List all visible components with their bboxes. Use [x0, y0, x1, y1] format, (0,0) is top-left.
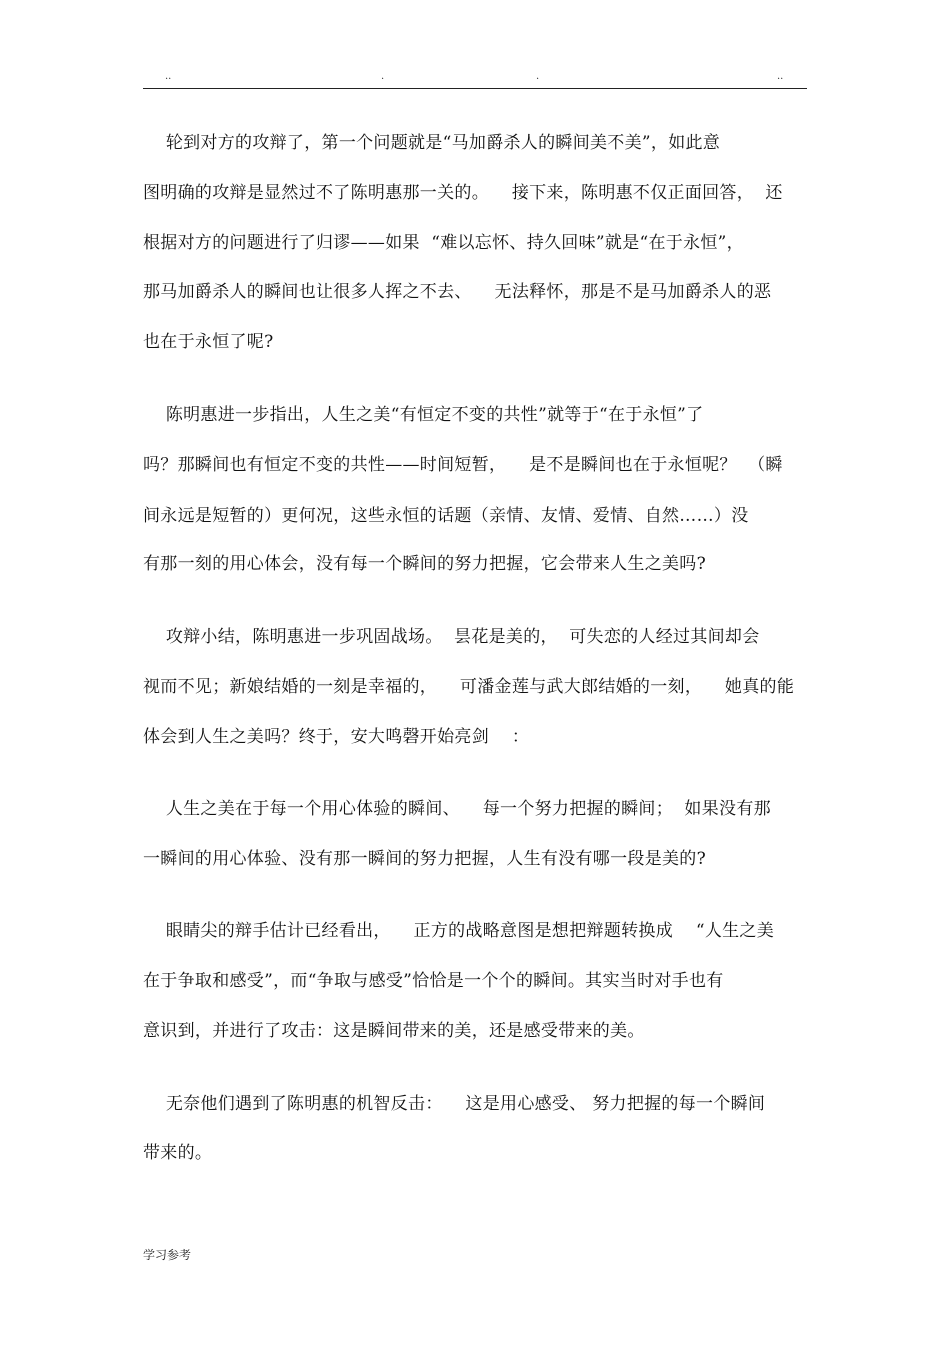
page-footer: 学习参考: [143, 1248, 192, 1262]
paragraph-5-line-2: 在于争取和感受”，而“争取与感受”恰恰是一个个的瞬间。其实当时对手也有: [143, 971, 724, 991]
paragraph-2-line-1: 陈明惠进一步指出，人生之美“有恒定不变的共性”就等于“在于永恒”了: [143, 405, 704, 425]
header-mark: ..: [165, 71, 172, 82]
paragraph-3-line-2: 视而不见；新娘结婚的一刻是幸福的， 可潘金莲与武大郎结婚的一刻， 她真的能: [143, 677, 795, 697]
paragraph-6-line-2: 带来的。: [143, 1143, 213, 1163]
paragraph-1-line-2: 图明确的攻辩是显然过不了陈明惠那一关的。 接下来，陈明惠不仅正面回答， 还: [143, 183, 783, 203]
paragraph-2-line-4: 有那一刻的用心体会，没有每一个瞬间的努力把握，它会带来人生之美吗?: [143, 554, 707, 574]
paragraph-1-line-1: 轮到对方的攻辩了，第一个问题就是“马加爵杀人的瞬间美不美”，如此意: [143, 133, 721, 153]
paragraph-5-line-3: 意识到，并进行了攻击：这是瞬间带来的美，还是感受带来的美。: [143, 1021, 645, 1041]
paragraph-2-line-2: 吗？那瞬间也有恒定不变的共性——时间短暂， 是不是瞬间也在于永恒呢？ （瞬: [143, 455, 783, 475]
paragraph-1-line-3: 根据对方的问题进行了归谬——如果 “难以忘怀、持久回味”就是“在于永恒”，: [143, 233, 744, 253]
header-mark: .: [536, 71, 540, 82]
paragraph-1-line-4: 那马加爵杀人的瞬间也让很多人挥之不去、 无法释怀，那是不是马加爵杀人的恶: [143, 282, 772, 302]
header-mark: .: [381, 71, 385, 82]
paragraph-1-line-5: 也在于永恒了呢?: [143, 332, 274, 352]
paragraph-5-line-1: 眼睛尖的辩手估计已经看出， 正方的战略意图是想把辩题转换成 “人生之美: [143, 921, 775, 941]
page-header-rule: [143, 70, 807, 89]
paragraph-2-line-3: 间永远是短暂的）更何况，这些永恒的话题（亲情、友情、爱情、自然……）没: [143, 506, 749, 526]
header-mark: ..: [777, 71, 784, 82]
paragraph-3-line-3: 体会到人生之美吗？终于，安大鸣磬开始亮剑 ：: [143, 727, 530, 747]
paragraph-4-line-2: 一瞬间的用心体验、没有那一瞬间的努力把握，人生有没有哪一段是美的?: [143, 849, 707, 869]
paragraph-6-line-1: 无奈他们遇到了陈明惠的机智反击： 这是用心感受、 努力把握的每一个瞬间: [143, 1094, 766, 1114]
paragraph-3-line-1: 攻辩小结，陈明惠进一步巩固战场。 昙花是美的， 可失恋的人经过其间却会: [143, 627, 760, 647]
paragraph-4-line-1: 人生之美在于每一个用心体验的瞬间、 每一个努力把握的瞬间； 如果没有那: [143, 799, 771, 819]
